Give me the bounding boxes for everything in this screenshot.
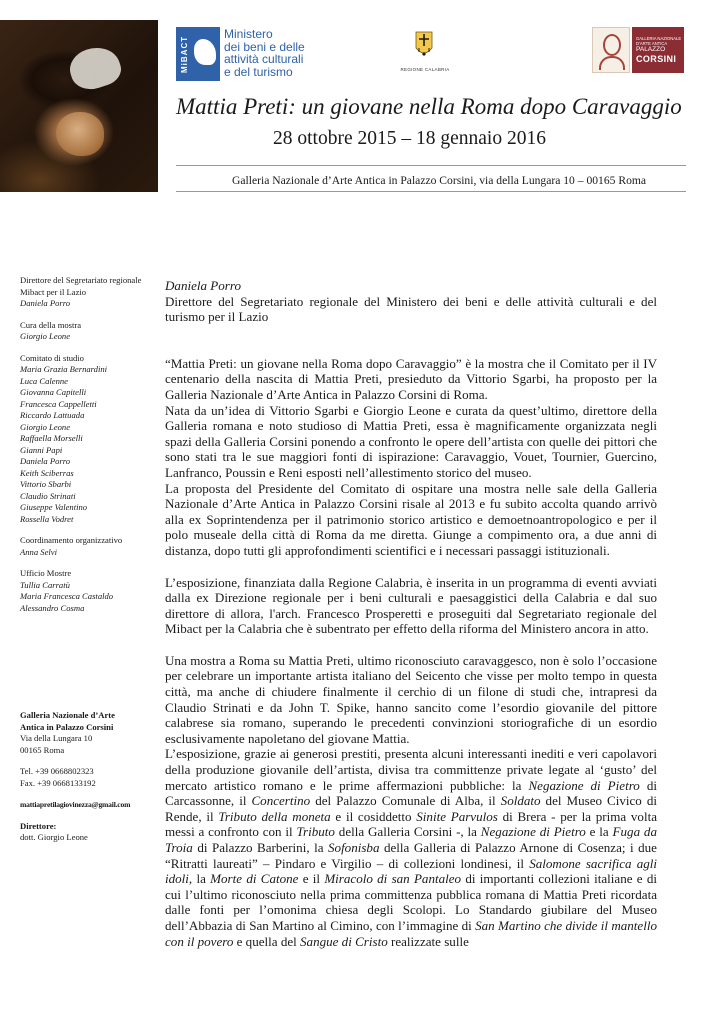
letter-text-run: di Brera - per la prima volta messi a confronto con il <box>165 808 657 840</box>
gallery-logo-line: PALAZZO <box>636 46 666 53</box>
region-logo-caption: REGIONE CALABRIA <box>400 67 450 72</box>
credit-name: Maria Francesca Castaldo <box>20 591 114 601</box>
letter-text-run: del Palazzo Comunale di Alba, il <box>310 793 501 809</box>
letter-author: Daniela Porro <box>165 278 241 293</box>
ministry-logo-abbr: MiBACT <box>180 35 189 73</box>
ministry-logo <box>176 27 376 83</box>
credit-name: Vittorio Sbarbi <box>20 479 72 489</box>
letter-text-run: della Galleria di Palazzo Arnone di Cosenza; i due “Ritratti laureati” – Pindaro e Virgilio – di collezioni londinesi, il <box>165 840 657 871</box>
contact-org: Antica in Palazzo Corsini <box>20 721 114 732</box>
credit-label: Direttore del Segretariato regionale Mibact per il Lazio <box>20 275 142 297</box>
ministry-logo-line: e del turismo <box>224 64 293 79</box>
sidebar-credits <box>20 275 155 842</box>
painting-plume <box>65 41 125 94</box>
artwork-title: Fuga da Troia <box>165 824 657 855</box>
credit-name: Daniela Porro <box>20 298 71 308</box>
artwork-title: Sinite Parvulos <box>416 808 498 824</box>
letter-text-run: della Galleria Corsini -, la <box>334 824 481 840</box>
gallery-logo-line: GALLERIA NAZIONALE <box>636 36 682 41</box>
letter-text-run: e quella del <box>233 933 301 949</box>
artwork-title: Sangue di Cristo <box>300 933 388 949</box>
artwork-title: Miracolo di san Pantaleo <box>324 871 462 887</box>
contact-email-link[interactable]: mattiapretilagiovinezza@gmail.com <box>20 800 131 809</box>
credit-label: Ufficio Mostre <box>20 568 72 578</box>
letter-text-run: e il <box>298 871 325 887</box>
credit-name: Gianni Papi <box>20 444 63 455</box>
ministry-emblem-icon <box>194 39 216 65</box>
gallery-corsini-logo <box>592 27 684 73</box>
ministry-logo-mark <box>176 27 220 81</box>
contact-address: Via della Lungara 10 <box>20 733 93 743</box>
header-painting <box>0 20 158 192</box>
contact-director-label: Direttore: <box>20 820 57 831</box>
ministry-logo-line: attività culturali <box>224 52 304 66</box>
credit-name: Rossella Vodret <box>20 513 74 524</box>
letter-text-run: realizzate sulle <box>387 933 469 949</box>
artwork-title: Soldato <box>500 793 541 809</box>
letter-text-run: di Carcassonne, il <box>165 777 657 809</box>
credit-name: Raffaella Morselli <box>20 433 83 443</box>
credit-name: Tullia Carratù <box>20 579 70 590</box>
credit-name: Keith Sciberras <box>20 467 74 478</box>
credits-direttore <box>20 275 155 310</box>
artwork-title: Tributo <box>296 824 335 840</box>
credit-name: Luca Calenne <box>20 375 68 386</box>
contact-org: Galleria Nazionale d’Arte <box>20 710 115 720</box>
ministry-logo-line: dei beni e delle <box>224 39 305 54</box>
letter-paragraph: Una mostra a Roma su Mattia Preti, ultimo riconosciuto caravaggesco, non è solo l’occasione per celebrare un importante artista italiano del Seicento che visse per molto tempo in questa città, ma anche di chiudere finalmente il cerchio di un filone di studi che, intrapresi da Claudio Strinati e da John T. Spike, hanno sancito come l’esordio giovanile del pittore calabrese sia romano, superando le precedenti convinzioni storiografiche di un esordio esclusivamente napoletano del giovane Mattia. <box>165 652 657 746</box>
credit-label: Coordinamento organizzativo <box>20 535 123 545</box>
contact-block <box>20 710 170 844</box>
exhibition-title: Mattia Preti: un giovane nella Roma dopo Caravaggio <box>176 94 682 119</box>
ministry-logo-text <box>224 28 374 78</box>
credit-name: Giorgio Leone <box>20 331 71 341</box>
credit-name: Giovanna Capitelli <box>20 387 87 397</box>
exhibition-dates: 28 ottobre 2015 – 18 gennaio 2016 <box>273 128 546 149</box>
credit-name: Maria Grazia Bernardini <box>20 364 108 374</box>
artwork-title: Morte di Catone <box>210 871 299 887</box>
letter-text-run: di Palazzo Barberini, la <box>192 840 329 855</box>
gallery-logo-line: D'ARTE ANTICA <box>636 41 668 46</box>
letter-text-run: di importanti collezioni italiane e di cui l’ultimo riconosciuto nella prima committenza pubblica romana di Mattia Preti ricordata dalle fonti per l’omonima chiesa degli Scolopi. Lo Standardo giubilare del Museo dell’Abbazia di San Martino al Cimino, con l’immagine di <box>165 871 658 933</box>
credit-name: Alessandro Cosma <box>20 602 85 613</box>
letter-paragraph: Nata da un’idea di Vittorio Sgarbi e Giorgio Leone e curata da quest’ultimo, direttore della Galleria romana e noto studioso di Mattia Preti, essa è magnificamente organizzata negli spazi della Galleria Corsini ponendo a confronto le opere dell’artista con quelle dei pittori che sono stati tra le sue maggiori fonti di ispirazione: Caravaggio, Vouet, Tournier, Guercino, Lanfranco, Poussin e Reni esposti nell’allestimento storico del museo. <box>165 402 657 480</box>
region-calabria-logo <box>400 30 450 76</box>
letter-text-run: , la <box>188 871 211 887</box>
credit-label: Cura della mostra <box>20 319 82 330</box>
letter-author-role: Direttore del Segretariato regionale del Ministero dei beni e delle attività culturali e del turismo per il Lazio <box>165 293 657 325</box>
exhibition-venue: Galleria Nazionale d’Arte Antica in Palazzo Corsini, via della Lungara 10 – 00165 Roma <box>232 174 647 187</box>
credit-name: Francesca Cappelletti <box>20 398 97 409</box>
gallery-bust-icon <box>592 27 630 73</box>
header-divider <box>176 191 686 192</box>
letter-paragraph: “Mattia Preti: un giovane nella Roma dopo Caravaggio” è la mostra che il Comitato per il IV centenario della nascita di Mattia Preti, presieduto da Vittorio Sgarbi, ha proposto per la Galleria Nazionale d’Arte Antica in Palazzo Corsini di Roma. <box>165 355 657 402</box>
contact-tel: Tel. +39 0668802323 <box>20 766 94 776</box>
letter-text-run: e la <box>585 824 613 840</box>
gallery-logo-label <box>632 27 684 73</box>
artwork-title: Negazione di Pietro <box>528 777 640 793</box>
letter-text-run: e il cosiddetto <box>330 808 417 824</box>
ministry-logo-line: Ministero <box>224 27 273 41</box>
credits-coordinamento <box>20 535 155 558</box>
credit-name: Giorgio Leone <box>20 421 71 432</box>
artwork-title: Concertino <box>251 793 311 809</box>
contact-address: 00165 Roma <box>20 744 65 755</box>
artwork-title: Sofonisba <box>328 840 380 855</box>
credit-name: Claudio Strinati <box>20 490 76 501</box>
credit-label: Comitato di studio <box>20 352 84 363</box>
artwork-title: San Martino che divide il mantello con il povero <box>165 917 657 949</box>
painting-face <box>56 112 104 156</box>
letter-paragraph: L’esposizione, finanziata dalla Regione Calabria, è inserita in un programma di eventi avviati dalla ex Direzione regionale per i beni culturali e paesaggistici della Calabria e dal suo direttore di allora, l'arch. Francesco Prosperetti e proseguiti dal Segretariato regionale del Mibact per la Calabria che è subentrato per effetto della riforma del Ministero ancora in atto. <box>165 574 657 637</box>
contact-fax: Fax. +39 0668133192 <box>20 777 96 788</box>
artwork-title: Negazione di Pietro <box>480 824 586 840</box>
credits-comitato <box>20 353 155 526</box>
letter-text-run: L’esposizione, grazie ai generosi prestiti, presenta alcuni interessanti inediti e veri capolavori della produzione giovanile dell’artista, divisa tra committenze private legate al ‘gusto’ del mercato artistico romano e le prime affermazioni pubbliche: la <box>165 746 657 793</box>
region-shield-icon <box>414 30 434 60</box>
credit-name: Daniela Porro <box>20 456 71 466</box>
letter-paragraph-works <box>165 746 657 949</box>
letter-body <box>165 278 657 949</box>
credit-name: Giuseppe Valentino <box>20 502 88 512</box>
artwork-title: Tributo della moneta <box>218 808 331 824</box>
credit-name: Anna Selvi <box>20 546 57 557</box>
credits-cura <box>20 320 155 343</box>
credits-ufficio <box>20 568 155 614</box>
artwork-title: Salomone sacrifica agli idoli <box>165 855 657 887</box>
letter-paragraph: La proposta del Presidente del Comitato di ospitare una mostra nelle sale della Galleria Nazionale d’Arte Antica in Palazzo Corsini risale al 2013 e fu subito accolta quando arrivò alla ex Soprintendenza per il patrimonio storico artistico e demoetnoantropologico e per il polo museale della città di Roma da me diretta. Giunge a compimento ora, a due anni di distanza, dopo tutti gli approfondimenti scientifici e i necessari passaggi istituzionali. <box>165 480 657 558</box>
header-divider <box>176 165 686 166</box>
credit-name: Riccardo Lattuada <box>20 410 85 420</box>
gallery-logo-line: CORSINI <box>636 53 677 64</box>
letter-text-run: del Museo Civico di Rende, il <box>165 793 657 824</box>
contact-director-name: dott. Giorgio Leone <box>20 832 88 842</box>
